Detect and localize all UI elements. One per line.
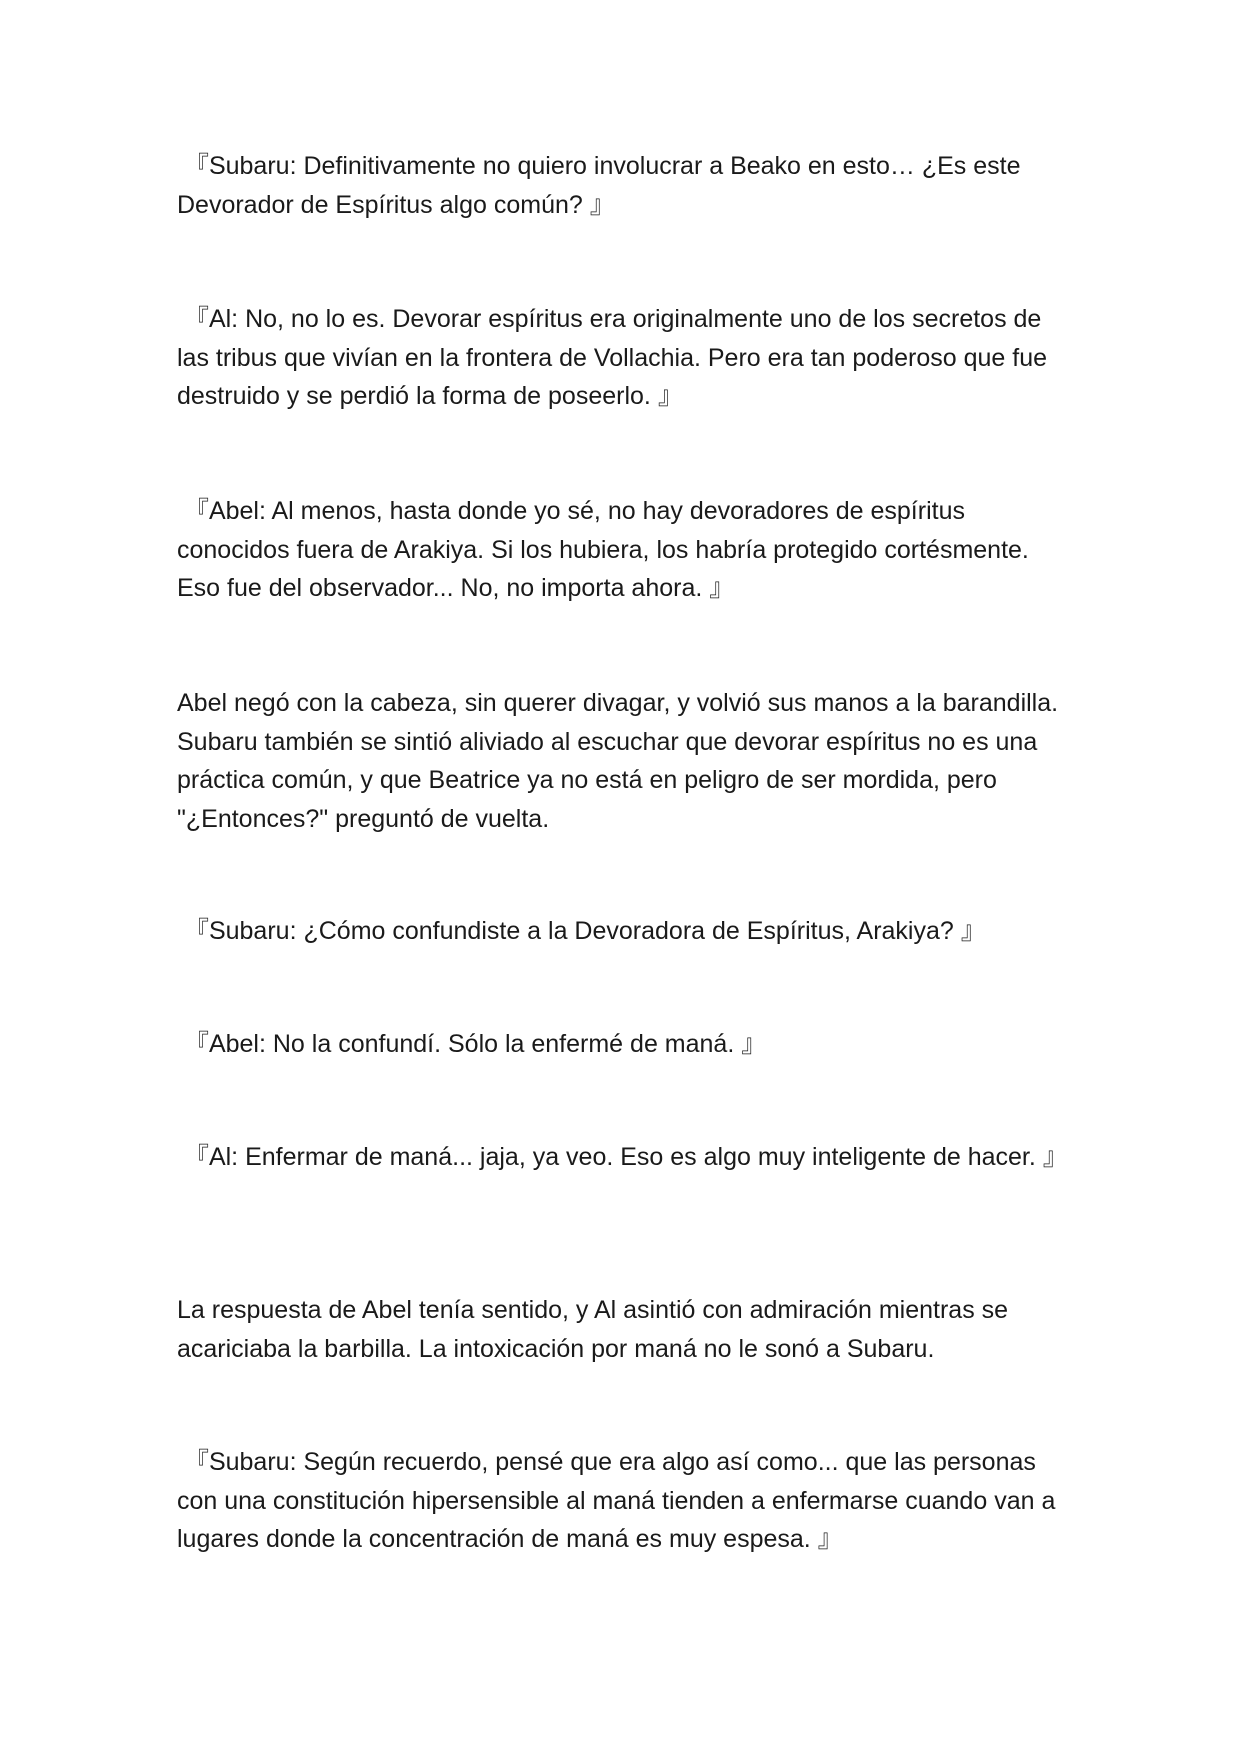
dialogue-abel-2: 『Abel: No la confundí. Sólo la enfermé de maná. 』 <box>177 1030 767 1058</box>
dialogue-abel-1: 『Abel: Al menos, hasta donde yo sé, no hay devoradores de espíritus conocidos fuera de Arakiya. Si los hubiera, los habría protegido cortésmente. Eso fue del observador... No, no importa ahora. 』 <box>177 497 1036 602</box>
dialogue-al-2: 『Al: Enfermar de maná... jaja, ya veo. Eso es algo muy inteligente de hacer. 』 <box>177 1143 1068 1171</box>
dialogue-al-1: 『Al: No, no lo es. Devorar espíritus era originalmente uno de los secretos de las tribus que vivían en la frontera de Vollachia. Pero era tan poderoso que fue destruido y se perdió la forma de poseerlo. 』 <box>177 305 1054 410</box>
dialogue-subaru-3: 『Subaru: Según recuerdo, pensé que era algo así como... que las personas con una constitución hipersensible al maná tienden a enfermarse cuando van a lugares donde la concentración de maná es muy espesa. 』 <box>177 1448 1063 1553</box>
narration-paragraph-2: La respuesta de Abel tenía sentido, y Al asintió con admiración mientras se acariciaba la barbilla. La intoxicación por maná no le sonó a Subaru. <box>177 1296 1015 1363</box>
dialogue-subaru-1: 『Subaru: Definitivamente no quiero involucrar a Beako en esto… ¿Es este Devorador de Espíritus algo común? 』 <box>177 152 1028 219</box>
narration-paragraph-1: Abel negó con la cabeza, sin querer divagar, y volvió sus manos a la barandilla. Subaru también se sintió aliviado al escuchar que devorar espíritus no es una práctica común, y que Beatrice ya no está en peligro de ser mordida, pero "¿Entonces?" preguntó de vuelta. <box>177 689 1066 833</box>
dialogue-subaru-2: 『Subaru: ¿Cómo confundiste a la Devoradora de Espíritus, Arakiya? 』 <box>177 917 986 945</box>
